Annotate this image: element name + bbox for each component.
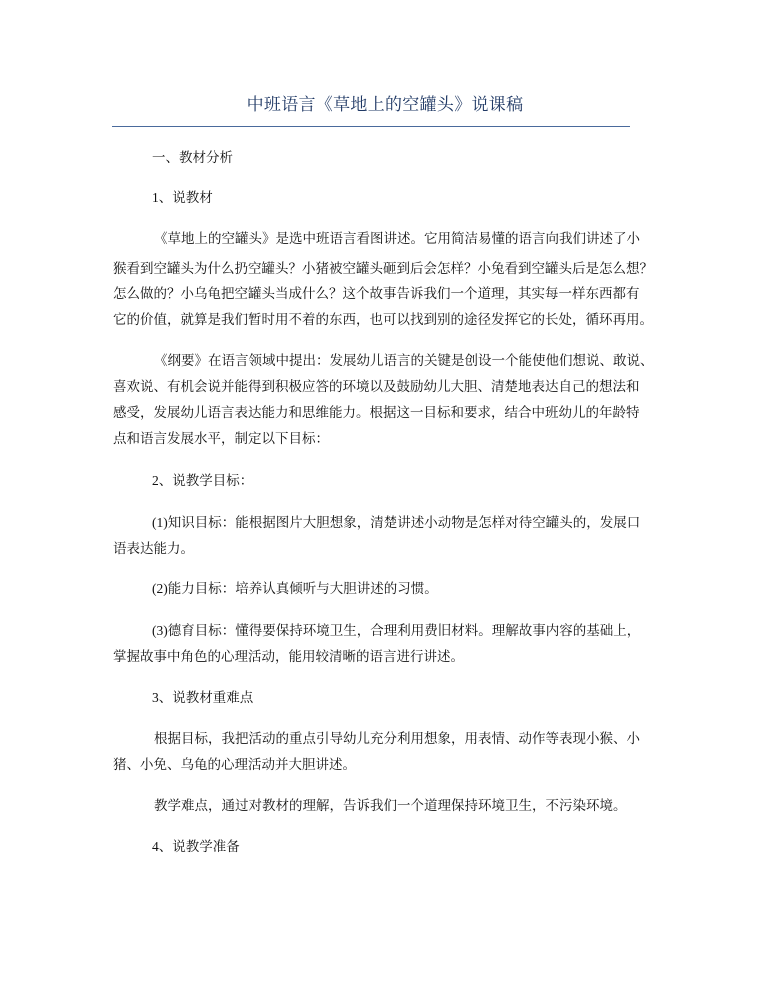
goal-item-knowledge bbox=[152, 514, 640, 532]
line-text: 说教材重难点 bbox=[172, 690, 254, 706]
paragraph-line bbox=[113, 648, 464, 666]
line-number: (2) bbox=[152, 581, 168, 596]
line-text: 《草地上的空罐头》是选中班语言看图讲述。它用简洁易懂的语言向我们讲述了小 bbox=[154, 231, 640, 247]
line-text: 说教材 bbox=[172, 190, 213, 206]
paragraph-line bbox=[113, 756, 356, 774]
document-title: 中班语言《草地上的空罐头》说课稿 bbox=[246, 95, 524, 115]
line-text: 它的价值，就算是我们暂时用不着的东西，也可以找到别的途径发挥它的长处，循环再用。 bbox=[113, 312, 653, 328]
line-text: 根据目标，我把活动的重点引导幼儿充分利用想象，用表情、动作等表现小猴、小 bbox=[154, 731, 640, 747]
line-number: 3、 bbox=[152, 690, 173, 705]
line-text: 知识目标：能根据图片大胆想象，清楚讲述小动物是怎样对待空罐头的，发展口 bbox=[167, 515, 641, 531]
subheading-textbook bbox=[152, 189, 213, 207]
line-text: 说教学准备 bbox=[172, 839, 240, 855]
line-number: 4、 bbox=[152, 839, 173, 854]
line-text: 教学难点，通过对教材的理解，告诉我们一个道理保持环境卫生，不污染环境。 bbox=[154, 798, 627, 814]
line-text: 能力目标：培养认真倾听与大胆讲述的习惯。 bbox=[167, 581, 438, 597]
paragraph-line bbox=[113, 378, 640, 396]
paragraph-line bbox=[113, 540, 194, 558]
line-text: 语表达能力。 bbox=[113, 541, 194, 557]
line-text: 感受，发展幼儿语言表达能力和思维能力。根据这一目标和要求，结合中班幼儿的年龄特 bbox=[113, 405, 640, 421]
paragraph-line bbox=[113, 260, 653, 278]
subheading-teaching-prep bbox=[152, 838, 240, 856]
paragraph-line bbox=[113, 430, 329, 448]
line-number: 1、 bbox=[152, 190, 173, 205]
line-text: 《纲要》在语言领域中提出：发展幼儿语言的关键是创设一个能使他们想说、敢说、 bbox=[154, 353, 654, 369]
paragraph-line bbox=[154, 730, 640, 748]
line-number: (1) bbox=[152, 515, 168, 530]
subheading-teaching-goals bbox=[152, 472, 253, 490]
line-text: 怎么做的？小乌龟把空罐头当成什么？这个故事告诉我们一个道理，其实每一样东西都有 bbox=[113, 286, 640, 302]
line-text: 掌握故事中角色的心理活动，能用较清晰的语言进行讲述。 bbox=[113, 649, 464, 665]
goal-item-moral bbox=[152, 622, 640, 640]
goal-item-ability bbox=[152, 580, 438, 598]
paragraph-line bbox=[113, 404, 640, 422]
line-text: 一、教材分析 bbox=[152, 150, 233, 166]
title-underline bbox=[112, 126, 630, 127]
line-number: 2、 bbox=[152, 473, 173, 488]
line-text: 猪、小免、乌龟的心理活动并大胆讲述。 bbox=[113, 757, 356, 773]
paragraph-line bbox=[154, 352, 654, 370]
section-heading-analysis bbox=[152, 149, 233, 167]
line-number: (3) bbox=[152, 623, 168, 638]
line-text: 猴看到空罐头为什么扔空罐头？小猪被空罐头砸到后会怎样？小兔看到空罐头后是怎么想？ bbox=[113, 261, 653, 277]
paragraph-line bbox=[113, 285, 640, 303]
line-text: 点和语言发展水平，制定以下目标： bbox=[113, 431, 329, 447]
line-text: 说教学目标： bbox=[172, 473, 254, 489]
paragraph-line bbox=[113, 311, 653, 329]
line-text: 喜欢说、有机会说并能得到积极应答的环境以及鼓励幼儿大胆、清楚地表达自己的想法和 bbox=[113, 379, 640, 395]
paragraph-line bbox=[154, 797, 627, 815]
line-text: 德育目标：懂得要保持环境卫生，合理利用费旧材料。理解故事内容的基础上， bbox=[167, 623, 641, 639]
subheading-key-points bbox=[152, 689, 253, 707]
paragraph-line bbox=[154, 230, 640, 248]
